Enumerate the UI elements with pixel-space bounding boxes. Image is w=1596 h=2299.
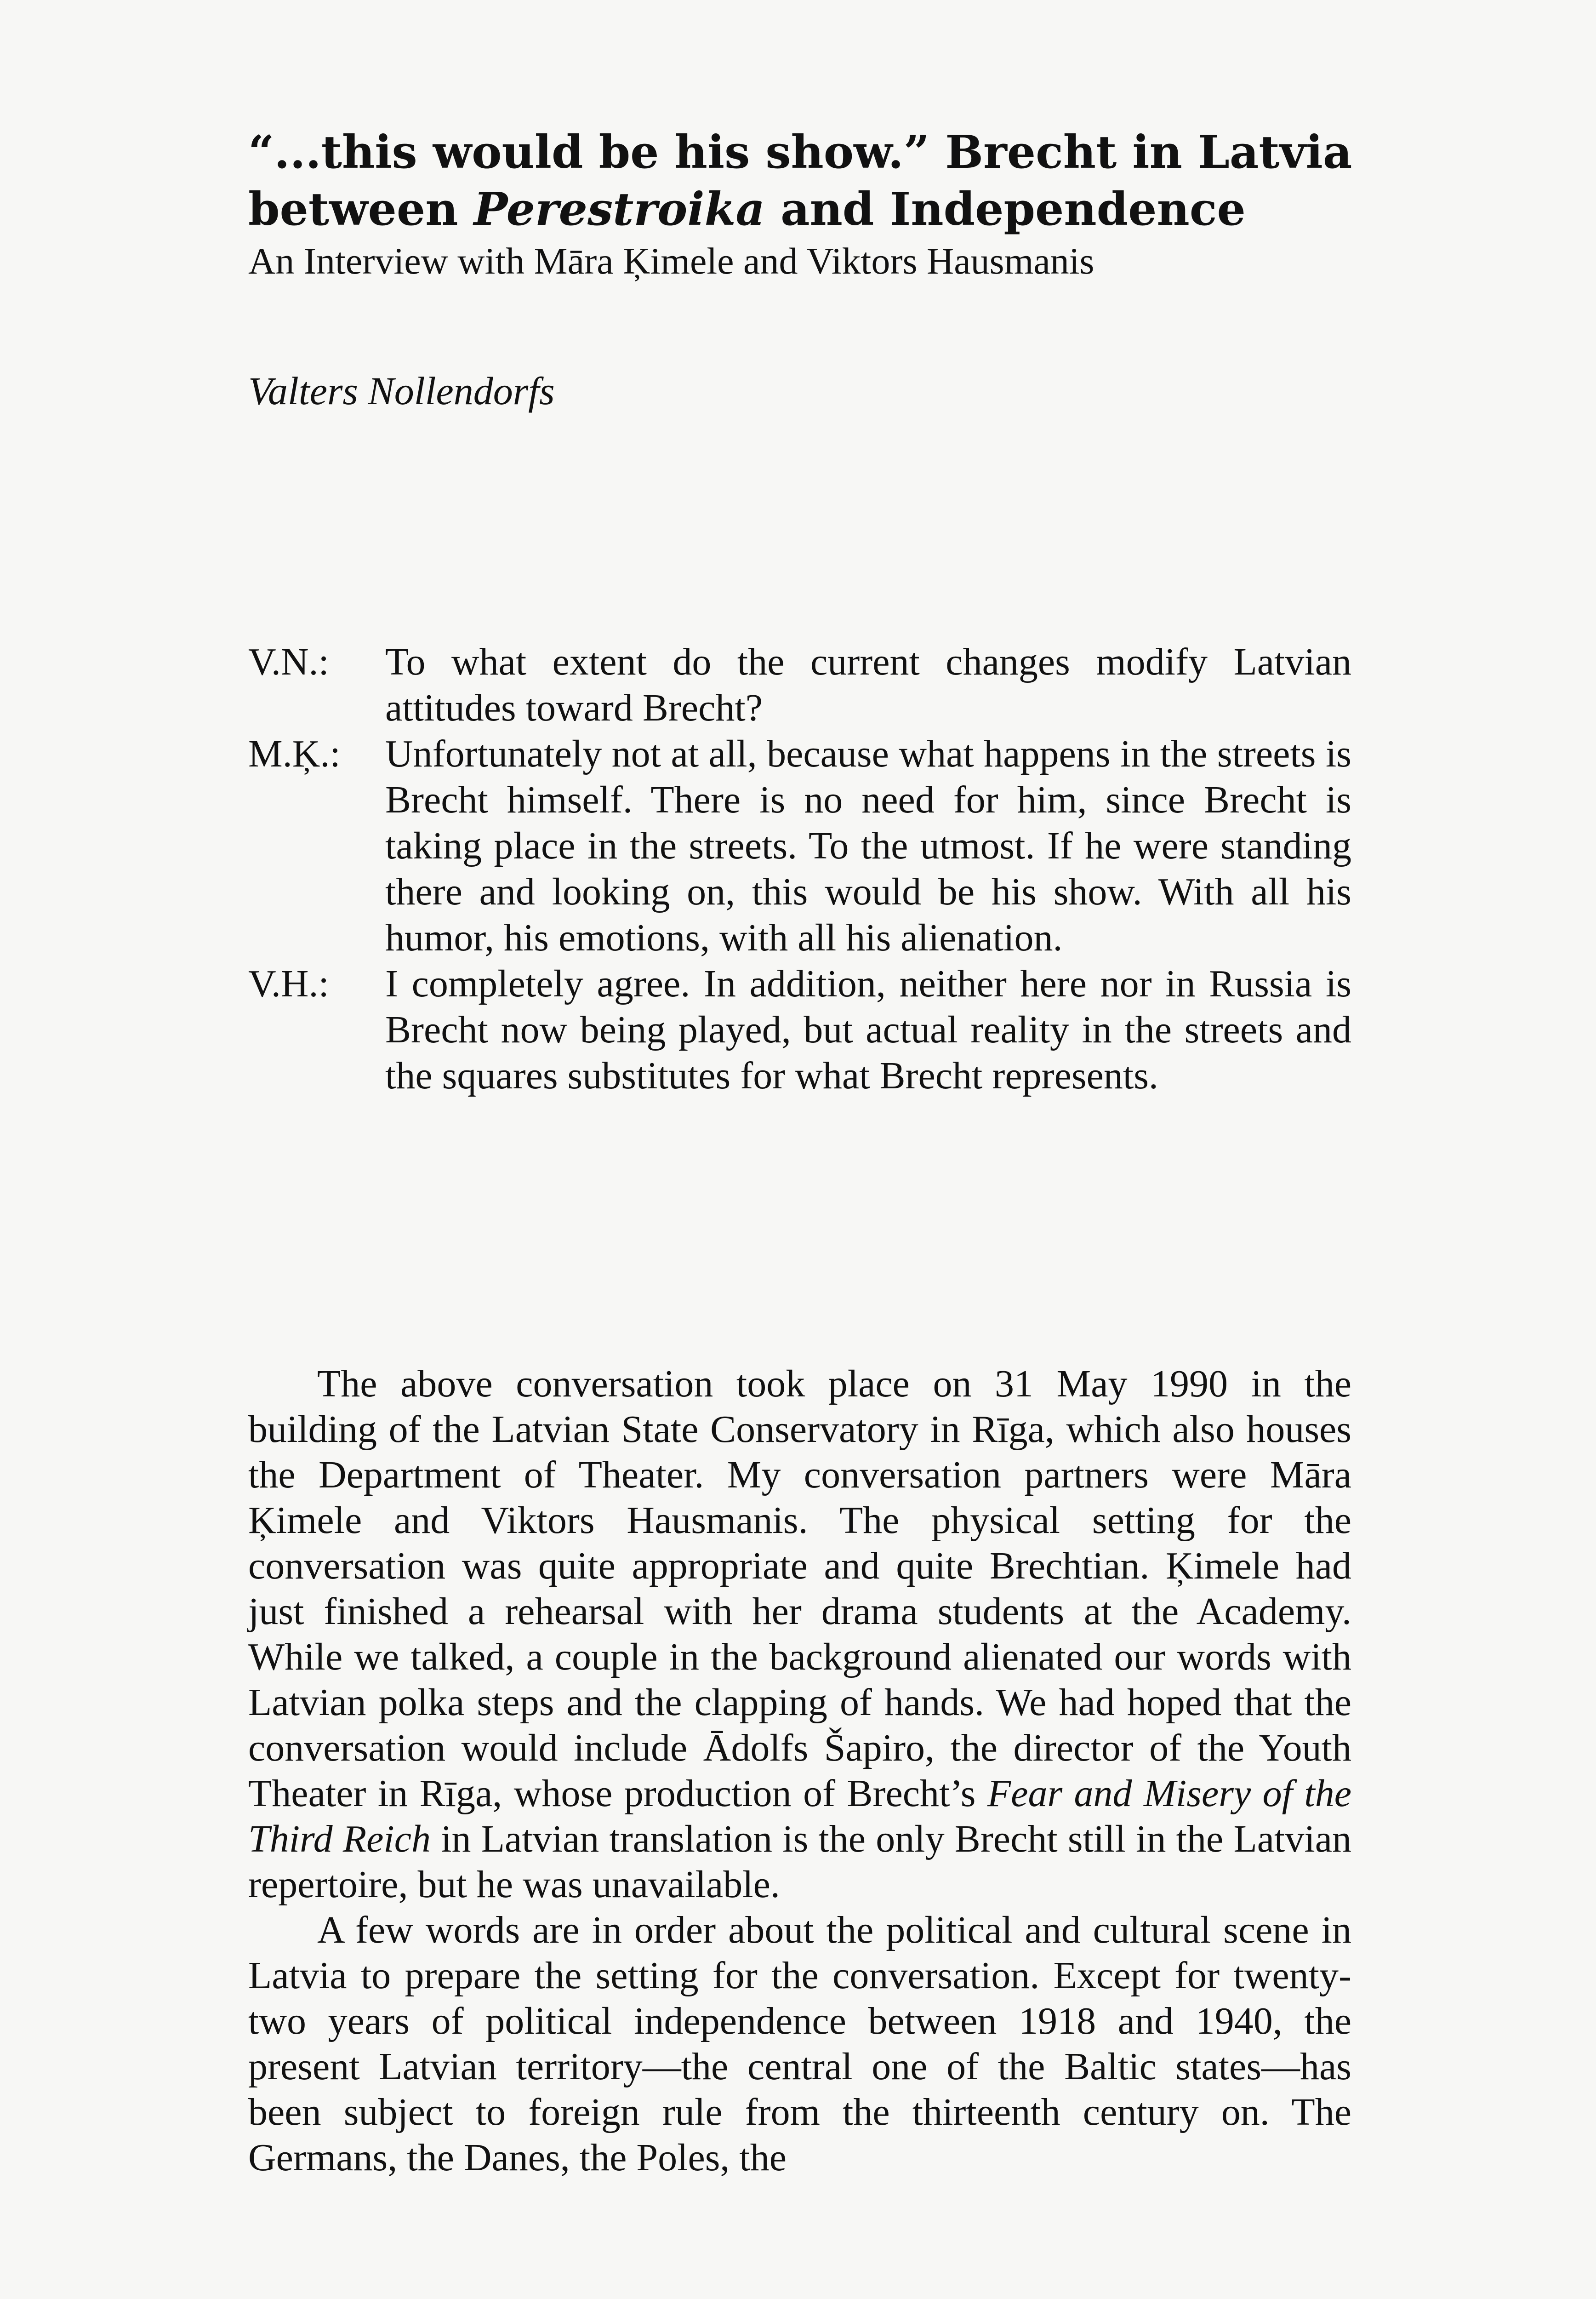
paragraph-2: A few words are in order about the political and cultural scene in Latvia to prepare the setting for the conversation. Except for twenty-two years of political independence between 1918 and 1940, the present Latvian territory—the central one of the Baltic states—has been subject to foreign rule from the thirteenth century on. The Germans, the Danes, the Poles, the (248, 1909, 1351, 2179)
article (248, 124, 1352, 2179)
author-name: Valters Nollendorfs (248, 369, 555, 413)
speaker-text: Unfortunately not at all, because what happens in the streets is Brecht himself. There is no need for him, since Brecht is taking place in the streets. To the utmost. If he were standing there and looking on, this would be his show. With all his humor, his emotions, with all his alienation. (385, 732, 1351, 959)
paragraph-1-part-2: in Latvian translation is the only Brecht still in the Latvian repertoire, but he was unavailable. (248, 1818, 1351, 1906)
speaker-text: To what extent do the current changes modify Latvian attitudes toward Brecht? (385, 641, 1351, 729)
title-italic-perestroika: Perestroika (473, 183, 765, 236)
speaker-label: M.Ķ.: (248, 732, 341, 775)
interview-exchange (248, 639, 1351, 731)
speaker-label: V.N.: (248, 641, 329, 683)
title-line-2 (248, 181, 1351, 238)
subtitle: An Interview with Māra Ķimele and Viktors Hausmanis (248, 240, 1094, 282)
interview-excerpt (248, 639, 1351, 1099)
interview-exchange (248, 961, 1351, 1099)
interview-exchange (248, 731, 1351, 961)
speaker-label: V.H.: (248, 962, 329, 1005)
paragraph-1-part-1: The above conversation took place on 31 May 1990 in the building of the Latvian State Conservatory in Rīga, which also houses the Department of Theater. My conversation partners were Māra Ķimele and Viktors Hausmanis. The physical setting for the conversation was quite appropriate and quite Brechtian. Ķimele had just finished a rehearsal with her drama students at the Academy. While we talked, a couple in the background alienated our words with Latvian polka steps and the clapping of hands. We had hoped that the conversation would include Ādolfs Šapiro, the director of the Youth Theater in Rīga, whose production of Brecht’s (248, 1362, 1351, 1815)
paragraph-1 (248, 1361, 1351, 1907)
play-title-italic: Fear and Misery of the Third Reich (248, 1772, 1352, 1860)
title-line-2-prefix: between (248, 183, 474, 236)
title-line-1: “...this would be his show.” Brecht in Latvia (248, 126, 1352, 179)
speaker-text: I completely agree. In addition, neither here nor in Russia is Brecht now being played, but actual reality in the streets and the squares substitutes for what Brecht represents. (385, 962, 1351, 1097)
body-text (248, 1361, 1351, 2180)
title-line-2-suffix: and Independence (765, 183, 1246, 236)
